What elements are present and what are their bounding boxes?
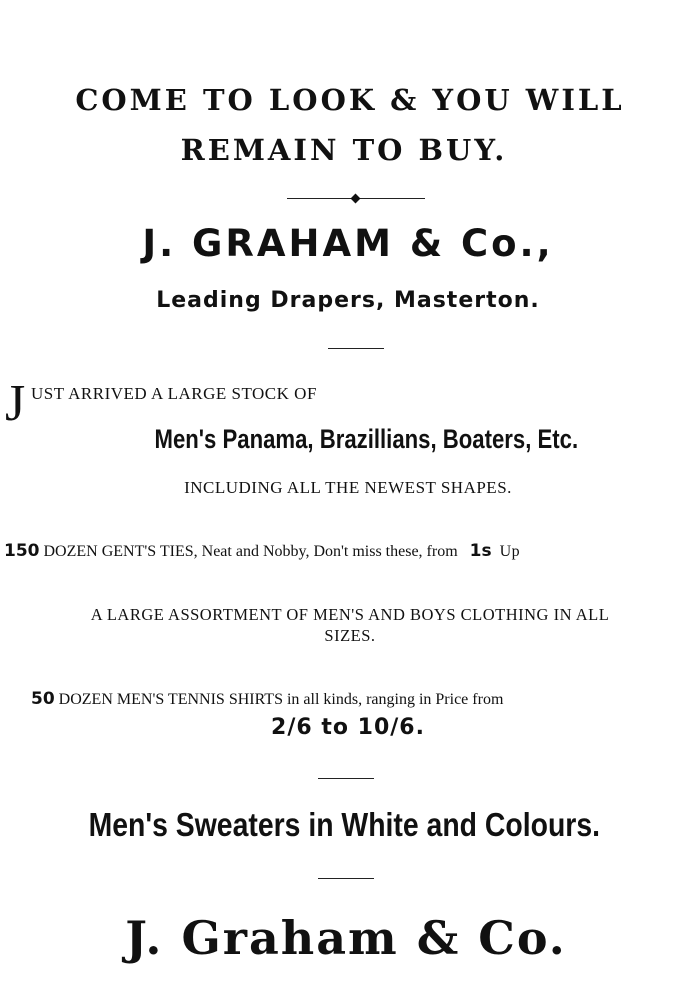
shapes-line: INCLUDING ALL THE NEWEST SHAPES. [184, 478, 512, 497]
hats-text: Men's Panama, Brazillians, Boaters, Etc. [154, 424, 578, 454]
diamond-ornament-icon [351, 194, 361, 204]
hats-line [16, 424, 700, 458]
firm-name: J. GRAHAM & Co., [142, 222, 554, 265]
shirts-price-range: 2/6 to 10/6. [271, 715, 425, 740]
firm-tagline: Leading Drapers, Masterton. [156, 288, 540, 313]
ties-price: 1s [469, 541, 492, 561]
shirts-text: DOZEN MEN'S TENNIS SHIRTS in all kinds, ranging in Price from [58, 691, 504, 708]
sweaters-line [0, 806, 694, 846]
divider-rule-2 [318, 778, 374, 779]
footer-firm-name: J. Graham & Co. [125, 911, 567, 965]
ties-line [4, 541, 700, 561]
clothing-line-1: A LARGE ASSORTMENT OF MEN'S AND BOYS CLOTHING IN ALL [90, 605, 610, 624]
ties-quantity: 150 [4, 541, 40, 561]
divider-rule [328, 348, 384, 349]
ties-suffix: Up [499, 543, 521, 560]
dropcap-letter: J [5, 375, 26, 432]
ties-text: DOZEN GENT'S TIES, Neat and Nobby, Don't miss these, from [43, 543, 458, 560]
shirts-quantity: 50 [31, 689, 55, 709]
divider-rule-3 [318, 878, 374, 879]
clothing-line-2: SIZES. [324, 626, 376, 645]
headline-line-1: COME TO LOOK & YOU WILL [75, 83, 625, 117]
arrivals-intro: UST ARRIVED A LARGE STOCK OF [31, 384, 317, 403]
sweaters-text: Men's Sweaters in White and Colours. [88, 806, 600, 843]
shirts-line [31, 689, 700, 709]
headline-line-2: REMAIN TO BUY. [180, 133, 508, 167]
